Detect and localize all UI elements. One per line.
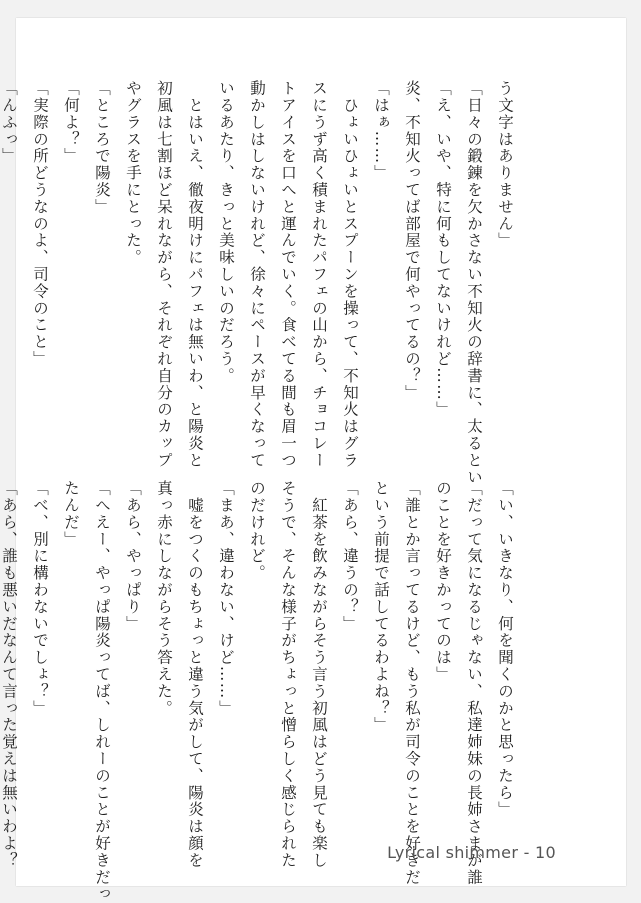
text-line: 「へえー、やっぱ陽炎ってば、しれーのことが好きだっ	[93, 480, 111, 903]
text-line: 「あら、違うの？」	[341, 480, 359, 633]
text-line: 「まあ、違わない、けど……」	[217, 480, 235, 717]
text-line: 初風は七割ほど呆れながら、それぞれ自分のカップ	[155, 80, 173, 469]
text-line: 「ところで陽炎」	[93, 80, 111, 216]
text-line: いるあたり、きっと美味しいのだろう。	[217, 80, 235, 385]
text-line: 「え、いや、特に何もしてないけれど……」	[434, 80, 452, 418]
text-line: 炎、不知火ってば部屋で何やってるの？」	[403, 80, 421, 402]
text-line: 嘘をつくのもちょっと違う気がして、陽炎は顔を	[186, 480, 204, 869]
text-line: のことを好きかってのは」	[434, 480, 452, 683]
text-line: 動かしはしないけれど、徐々にペースが早くなって	[248, 80, 266, 469]
text-line: スにうず高く積まれたパフェの山から、チョコレー	[310, 80, 328, 469]
text-line: 「んふっ」	[0, 80, 18, 165]
text-line: という前提で話してるわよね？」	[372, 480, 390, 734]
text-line: 「べ、別に構わないでしょ？」	[31, 480, 49, 717]
text-line: 「い、いきなり、何を聞くのかと思ったら」	[496, 480, 514, 818]
text-line: 「あら、誰も悪いだなんて言った覚えは無いわよ？	[0, 480, 18, 869]
text-line: 「誰とか言ってるけど、もう私が司令のことを好きだ	[403, 480, 421, 886]
text-line: 「だって気になるじゃない、私達姉妹の長姉さまが誰	[465, 480, 483, 886]
text-line: 「実際の所どうなのよ、司令のこと」	[31, 80, 49, 368]
text-line: 真っ赤にしながらそう答えた。	[155, 480, 173, 717]
text-block-bottom	[0, 480, 520, 903]
text-line: トアイスを口へと運んでいく。食べてる間も眉一つ	[279, 80, 297, 469]
text-line: 「何よ？」	[62, 80, 80, 165]
book-page	[0, 18, 626, 903]
text-line: のだけれど。	[248, 480, 266, 582]
text-line: 「あら、やっぱり」	[124, 480, 142, 633]
text-line: ひょいひょいとスプーンを操って、不知火はグラ	[341, 80, 359, 469]
text-line: 紅茶を飲みながらそう言う初風はどう見ても楽し	[310, 480, 328, 869]
text-line: う文字はありません」	[496, 80, 514, 249]
page-footer: Lyrical shimmer - 10	[387, 843, 556, 862]
text-line: 「日々の鍛錬を欠かさない不知火の辞書に、太るとい	[465, 80, 483, 486]
text-line: 「はぁ……」	[372, 80, 390, 182]
text-line: やグラスを手にとった。	[124, 80, 142, 266]
text-line: たんだ」	[62, 480, 80, 548]
text-line: そうで、そんな様子がちょっと憎らしく感じられた	[279, 480, 297, 869]
text-block-top	[0, 80, 520, 486]
text-line: とはいえ、徹夜明けにパフェは無いわ、と陽炎と	[186, 80, 204, 469]
